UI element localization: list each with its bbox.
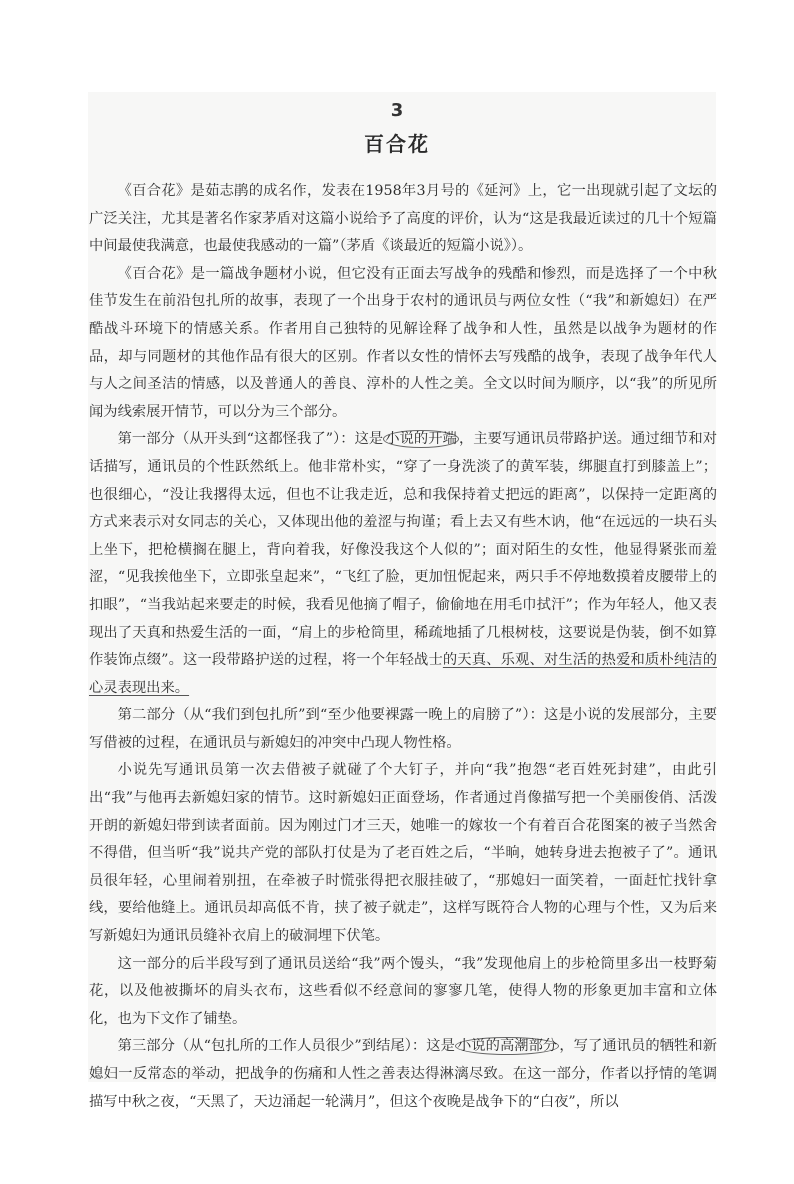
paragraph-intro: [89, 178, 717, 261]
paragraph-text: ，主要写通讯员带路护送。通过细节和对话描写，通讯员的个性跃然纸上。他非常朴实，“穿了一身洗淡了的黄军装，绑腿直打到膝盖上”；也很细心，“没让我撂得太远，但也不让我走近，总和我保持着丈把远的距离”，以保持一定距离的方式来表示对女同志的关心，又体现出他的羞涩与拘谨；看上去又有些木讷，他“在远远的一块石头上坐下，把枪横搁在腿上，背向着我，好像没我这个人似的”；面对陌生的女性，他显得紧张而羞涩，“见我挨他坐下，立即张皇起来”，“飞红了脸，更加忸怩起来，两只手不停地数摸着皮腰带上的扣眼”，“当我站起来要走的时候，我看见他摘了帽子，偷偷地在用毛巾拭汗”；作为年轻人，他又表现出了天真和热爱生活的一面，“肩上的步枪筒里，稀疏地插了几根树枝，这要说是伪装，倒不如算作装饰点缀”。这一段带路护送的过程，将一个年轻战士: [89, 431, 718, 669]
paragraph-text: 第一部分（从开头到“这都怪我了”）：这是: [117, 431, 384, 448]
paragraph-text: 这一部分的后半段写到了通讯员送给“我”两个馒头，“我”发现他肩上的步枪筒里多出一枝野菊花，以及他被撕坏的肩头衣布，这些看似不经意间的寥寥几笔，使得人物的形象更加丰富和立体化，也为下文作了铺垫。: [89, 955, 717, 1027]
chapter-title: 百合花: [364, 132, 430, 156]
paragraph-second-half: [89, 951, 717, 1034]
paragraph-text: 《百合花》是茹志鹃的成名作，发表在1958年3月号的《延河》上，它一出现就引起了文坛的广泛关注，尤其是著名作家茅盾对这篇小说给予了高度的评价，认为“这是我最近读过的几十个短篇中间最使我满意，也最使我感动的一篇”（茅盾《谈最近的短篇小说》）。: [89, 183, 717, 255]
handwritten-circle-mark: 小说的开端: [385, 431, 457, 448]
article-body: [89, 178, 717, 1116]
paragraph-part-three: [89, 1033, 717, 1116]
handwritten-underline: 的天真、乐观、对生活的热爱和质朴纯洁的心灵表现出来。: [89, 652, 717, 696]
paragraph-text: 小说先写通讯员第一次去借被子就碰了个大钉子，并向“我”抱怨“老百姓死封建”，由此引出“我”与他再去新媳妇家的情节。这时新媳妇正面登场，作者通过肖像描写把一个美丽俊俏、活泼开朗的新媳妇带到读者面前。因为刚过门才三天，她唯一的嫁妆一个有着百合花图案的被子当然舍不得借，但当听“我”说共产党的部队打仗是为了老百姓之后，“半晌，她转身进去抱被子了”。通讯员很年轻，心里闹着别扭，在牵被子时慌张得把衣服挂破了，“那媳妇一面笑着，一面赶忙找针拿线，要给他缝上。通讯员却高低不肯，挟了被子就走”，这样写既符合人物的心理与个性，又为后来写新媳妇为通讯员缝补衣肩上的破洞埋下伏笔。: [89, 762, 717, 945]
paragraph-text: 第三部分（从“包扎所的工作人员很少”到结尾）：这是: [117, 1038, 455, 1055]
paragraph-part-two: [89, 702, 717, 757]
chapter-number: 3: [390, 100, 404, 121]
paragraph-overview: [89, 261, 717, 427]
paragraph-text: 第二部分（从“我们到包扎所”到“至少他要裸露一晚上的肩膀了”）：这是小说的发展部分，主要写借被的过程，在通讯员与新媳妇的冲突中凸现人物性格。: [89, 707, 717, 751]
paragraph-text: ，写了通讯员的牺牲和新媳妇一反常态的举动，把战争的伤痛和人性之善表达得淋漓尽致。在这一部分，作者以抒情的笔调描写中秋之夜，“天黑了，天边涌起一轮满月”，但这个夜晚是战争下的“白夜”，所以: [89, 1038, 718, 1110]
handwritten-circle-mark: 小说的高潮部分: [456, 1038, 558, 1055]
paragraph-text: 《百合花》是一篇战争题材小说，但它没有正面去写战争的残酷和惨烈，而是选择了一个中秋佳节发生在前沿包扎所的故事，表现了一个出身于农村的通讯员与两位女性（“我”和新媳妇）在严酷战斗环境下的情感关系。作者用自己独特的见解诠释了战争和人性，虽然是以战争为题材的作品，却与同题材的其他作品有很大的区别。作者以女性的情怀去写残酷的战争，表现了战争年代人与人之间圣洁的情感，以及普通人的善良、淳朴的人性之美。全文以时间为顺序，以“我”的所见所闻为线索展开情节，可以分为三个部分。: [89, 265, 717, 420]
paragraph-part-one: [89, 426, 717, 702]
paragraph-borrow-quilt: [89, 757, 717, 950]
